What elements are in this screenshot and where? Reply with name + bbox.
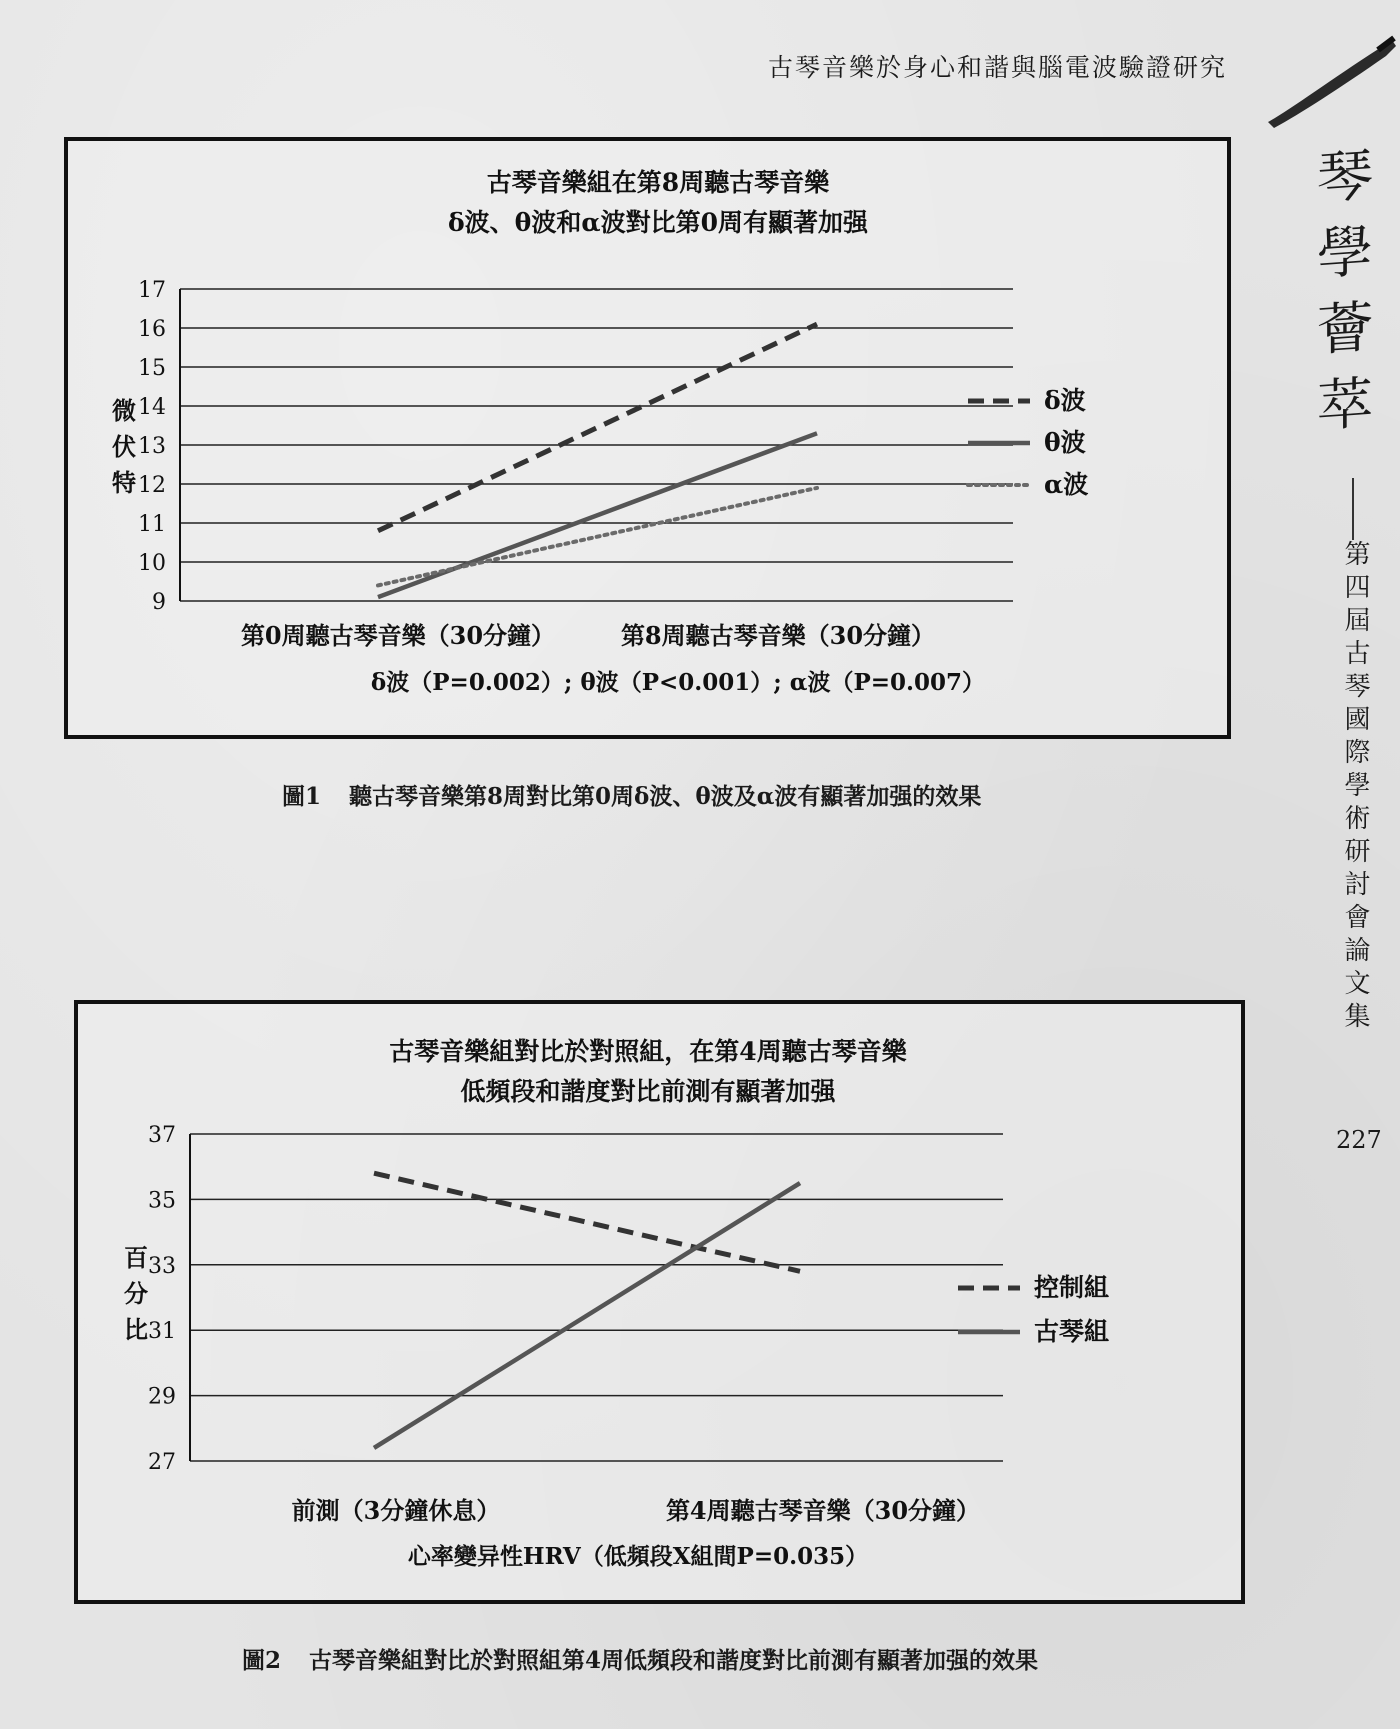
legend-label: 古琴組 (1034, 1317, 1110, 1346)
chart-footnote: δ波（P=0.002）; θ波（P<0.001）; α波（P=0.007） (370, 669, 986, 696)
figure-2-box (74, 1000, 1245, 1604)
journal-title-char: 學 (1317, 219, 1373, 288)
y-tick-label: 9 (152, 590, 166, 615)
journal-title-char: 薈 (1317, 295, 1373, 364)
y-tick-label: 27 (148, 1450, 176, 1475)
series-line (378, 324, 817, 531)
chart-subtitle: δ波、θ波和α波對比第0周有顯著加强 (448, 208, 868, 237)
chart-1 (68, 141, 1227, 735)
figure-1-caption (282, 778, 981, 811)
running-title: 古琴音樂於身心和諧與腦電波驗證研究 (768, 53, 1228, 82)
figure-2-caption-text: 古琴音樂組對比於對照組第4周低頻段和諧度對比前測有顯著加强的效果 (309, 1647, 1039, 1674)
y-tick-label: 10 (138, 551, 166, 576)
y-tick-label: 15 (138, 356, 166, 381)
x-category-label: 第4周聽古琴音樂（30分鐘） (665, 1496, 981, 1525)
y-axis-label-char: 百 (124, 1243, 148, 1272)
legend-label: 控制組 (1034, 1273, 1110, 1302)
y-axis-label-char: 分 (124, 1279, 148, 1308)
legend-label: α波 (1044, 470, 1089, 499)
journal-title-char: 琴 (1317, 143, 1373, 212)
y-tick-label: 37 (148, 1123, 176, 1148)
figure-1-caption-text: 聽古琴音樂第8周對比第0周δ波、θ波及α波有顯著加强的效果 (349, 783, 982, 810)
chart-title: 古琴音樂組對比於對照組，在第4周聽古琴音樂 (389, 1037, 907, 1066)
y-tick-label: 29 (148, 1384, 176, 1410)
figure-1-box (64, 137, 1231, 739)
series-line (378, 488, 817, 586)
series-line (374, 1183, 800, 1448)
y-tick-label: 33 (148, 1253, 176, 1279)
figure-1-number: 圖1 (282, 783, 322, 810)
page-number: 227 (1336, 1126, 1382, 1154)
y-tick-label: 11 (138, 512, 166, 537)
chart-subtitle: 低頻段和諧度對比前測有顯著加强 (460, 1077, 836, 1106)
brush-icon (1260, 30, 1400, 130)
sidebar-divider (1352, 478, 1354, 540)
y-tick-label: 13 (138, 434, 166, 459)
legend-label: θ波 (1044, 428, 1086, 457)
journal-subtitle: 第四屆古琴國際學術研討會論文集 (1340, 540, 1370, 1035)
chart-title: 古琴音樂組在第8周聽古琴音樂 (486, 168, 830, 197)
x-category-label: 第8周聽古琴音樂（30分鐘） (620, 621, 936, 650)
chart-footnote: 心率變异性HRV（低頻段X組間P=0.035） (407, 1543, 869, 1570)
y-tick-label: 35 (148, 1188, 176, 1214)
x-category-label: 前測（3分鐘休息） (291, 1496, 501, 1525)
x-category-label: 第0周聽古琴音樂（30分鐘） (240, 621, 556, 650)
legend-label: δ波 (1044, 386, 1086, 415)
y-axis-label-char: 比 (124, 1315, 148, 1344)
journal-title (1310, 140, 1380, 444)
y-axis-label-char: 微 (112, 396, 136, 425)
chart-2 (78, 1004, 1241, 1600)
y-axis-label-char: 特 (112, 468, 136, 497)
y-tick-label: 14 (138, 395, 166, 420)
figure-2-caption (242, 1642, 1038, 1675)
y-axis-label-char: 伏 (112, 432, 136, 461)
y-tick-label: 12 (138, 473, 166, 498)
y-tick-label: 31 (148, 1319, 176, 1345)
y-tick-label: 17 (138, 278, 166, 303)
figure-2-number: 圖2 (242, 1647, 282, 1674)
journal-title-char: 萃 (1317, 371, 1373, 440)
y-tick-label: 16 (138, 317, 166, 342)
